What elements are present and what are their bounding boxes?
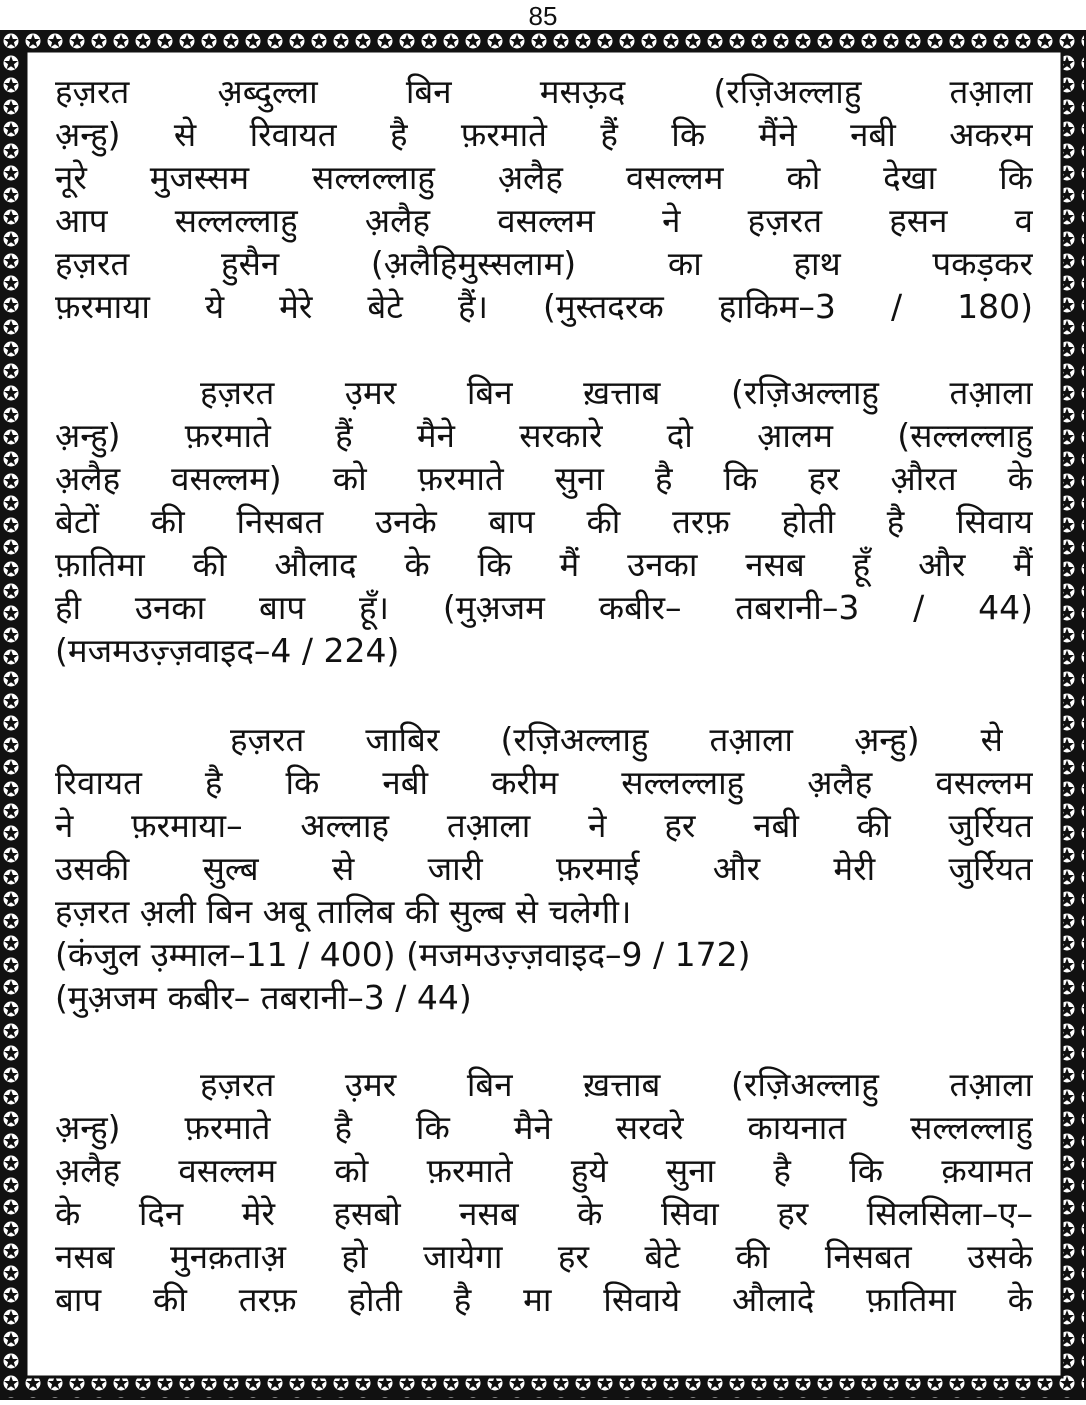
text-line: हज़रत हुसैन (अ़लैहिमुस्सलाम) का हाथ पकड़कर (55, 244, 1033, 283)
text-line: हज़रत अ़ब्दुल्ला बिन मसऊ़द (रज़िअल्लाहु तआ़ला (55, 72, 1033, 111)
text-line: नूरे मुजस्सम सल्लल्लाहु अ़लैह वसल्लम को देखा कि (55, 158, 1033, 197)
text-line: अ़न्हु) फ़रमाते है कि मैने सरवरे कायनात सल्लल्लाहु (55, 1108, 1033, 1147)
text-line: हज़रत उ़मर बिन ख़त्ताब (रज़िअल्लाहु तआ़ला (200, 1065, 1033, 1104)
text-line: ही उनका बाप हूँ। (मुअ़जम कबीर– तबरानी–3 / 44) (55, 588, 1033, 627)
text-line: हज़रत अ़ली बिन अबू तालिब की सुल्ब से चलेगी। (55, 892, 632, 931)
text-line: अ़न्हु) फ़रमाते हैं मैने सरकारे दो आ़लम (सल्लल्लाहु (55, 416, 1033, 455)
text-line: अ़लैह वसल्लम) को फ़रमाते सुना है कि हर औ़रत के (55, 459, 1033, 498)
text-line: (कंजुल उ़म्माल–11 / 400) (मजमउज़्ज़वाइद–9 / 172) (55, 935, 751, 974)
text-line: आप सल्लल्लाहु अ़लैह वसल्लम ने हज़रत हसन व (55, 201, 1033, 240)
text-line: ने फ़रमाया– अल्लाह तआ़ला ने हर नबी की जुर्रियत (55, 806, 1033, 845)
text-line: हज़रत जाबिर (रज़िअल्लाहु तआ़ला अ़न्हु) से (230, 720, 1003, 759)
text-line: उसकी सुल्ब से जारी फ़रमाई और मेरी जुर्रियत (55, 849, 1033, 888)
text-line: फ़ातिमा की औलाद के कि मैं उनका नसब हूँ और मैं (55, 545, 1033, 584)
text-line: हज़रत उ़मर बिन ख़त्ताब (रज़िअल्लाहु तआ़ला (200, 373, 1033, 412)
text-line: बाप की तरफ़ होती है मा सिवाये औलादे फ़ातिमा के (55, 1280, 1033, 1319)
text-line: (मुअ़जम कबीर– तबरानी–3 / 44) (55, 978, 472, 1017)
text-line: रिवायत है कि नबी करीम सल्लल्लाहु अ़लैह वसल्लम (55, 763, 1033, 802)
text-line: के दिन मेरे हसबो नसब के सिवा हर सिलसिला–ए– (55, 1194, 1033, 1233)
text-line: (मजमउज़्ज़वाइद–4 / 224) (55, 631, 400, 670)
text-line: अ़न्हु) से रिवायत है फ़रमाते हैं कि मैंने नबी अकरम (55, 115, 1033, 154)
text-line: अ़लैह वसल्लम को फ़रमाते हुये सुना है कि क़यामत (55, 1151, 1033, 1190)
text-line: फ़रमाया ये मेरे बेटे हैं। (मुस्तदरक हाकिम–3 / 180) (55, 287, 1033, 326)
text-line: नसब मुनक़ताअ़ हो जायेगा हर बेटे की निसबत उसके (55, 1237, 1033, 1276)
text-line: बेटों की निसबत उनके बाप की तरफ़ होती है सिवाय (55, 502, 1033, 541)
page-number: 85 (528, 1, 558, 31)
